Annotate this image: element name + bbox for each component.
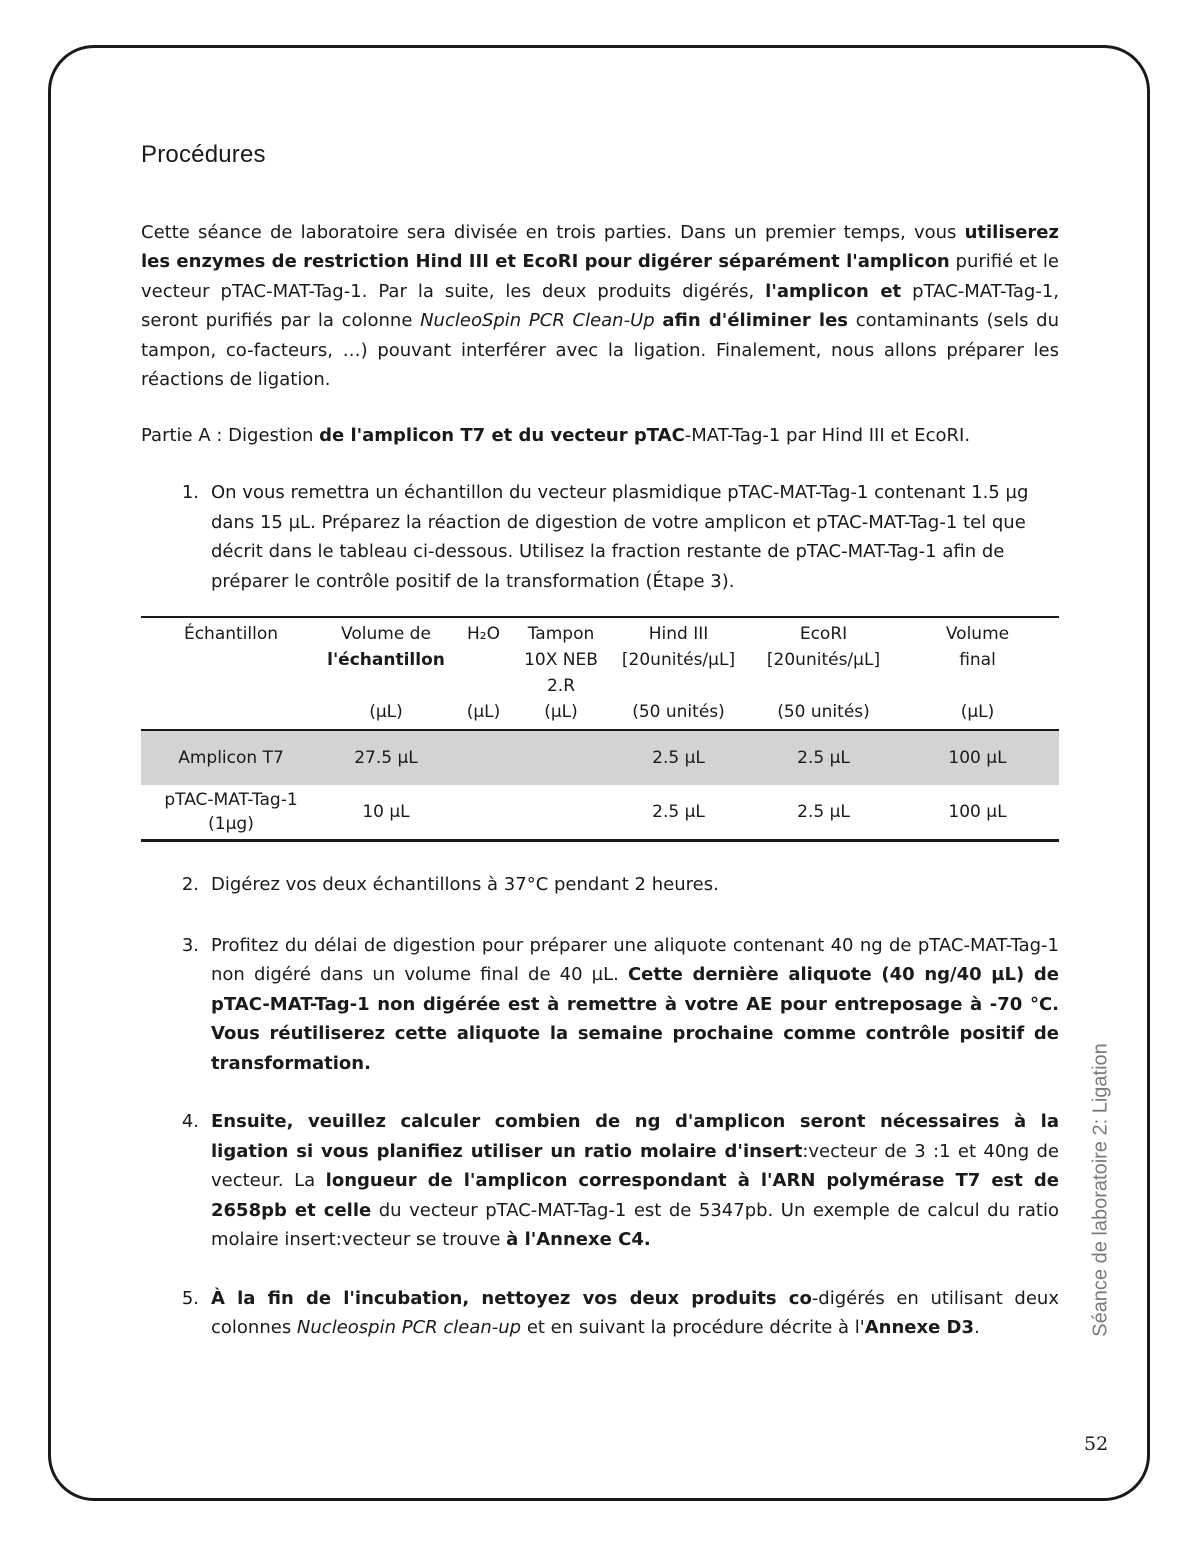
page-content <box>141 140 1059 1372</box>
intro-paragraph: Cette séance de laboratoire sera divisée en trois parties. Dans un premier temps, vous utiliserez les enzymes de restriction Hind III et EcoRI pour digérer séparément l'amplicon purifié et le vecteur pTAC-MAT-Tag-1. Par la suite, les deux produits digérés, l'amplicon et pTAC-MAT-Tag-1, seront purifiés par la colonne NucleoSpin PCR Clean-Up afin d'éliminer les contaminants (sels du tampon, co-facteurs, …) pouvant interférer avec la ligation. Finalement, nous allons préparer les réactions de ligation. <box>141 221 1060 390</box>
cell-hind: 2.5 µL <box>652 802 705 822</box>
col-header-ecori: EcoRI [20unités/µL] <box>766 624 881 670</box>
cell-hind: 2.5 µL <box>606 730 751 785</box>
table-row <box>141 730 1059 785</box>
step-number: 3. <box>181 934 199 956</box>
col-header-volume: Volume de l'échantillon <box>327 624 445 670</box>
unit-buffer: (µL) <box>544 702 578 722</box>
cell-sample: Amplicon T7 <box>141 730 321 785</box>
cell-ecori: 2.5 µL <box>797 802 850 822</box>
cell-buffer <box>516 730 606 785</box>
page-number: 52 <box>1084 1433 1109 1455</box>
cell-final: 100 µL <box>896 730 1059 785</box>
col-header-sample: Échantillon <box>183 624 279 644</box>
step-text: À la fin de l'incubation, nettoyez vos deux produits co-digérés en utilisant deux colonnes Nucleospin PCR clean-up et en suivant la procédure décrite à l'Annexe D3. <box>211 1287 1059 1338</box>
step-text: Ensuite, veuillez calculer combien de ng d'amplicon seront nécessaires à la ligation si vous planifiez utiliser un ratio molaire d'insert:vecteur de 3 :1 et 40ng de vecteur. La longueur de l'amplicon correspondant à l'ARN polymérase T7 est de 2658pb et celle du vecteur pTAC-MAT-Tag-1 est de 5347pb. Un exemple de calcul du ratio molaire insert:vecteur se trouve à l'Annexe C4. <box>211 1111 1060 1250</box>
step-number: 4. <box>181 1111 199 1132</box>
step-text: Digérez vos deux échantillons à 37°C pendant 2 heures. <box>211 874 719 895</box>
cell-sample: pTAC-MAT-Tag-1 (1µg) <box>164 790 298 834</box>
cell-buffer <box>516 785 606 841</box>
col-header-buffer: Tampon 10X NEB 2.R <box>524 624 598 696</box>
col-header-final: Volume final <box>945 624 1010 670</box>
unit-final: (µL) <box>960 702 995 722</box>
list-item <box>141 478 1059 596</box>
unit-sample <box>141 699 321 730</box>
step-number: 1. <box>181 482 199 503</box>
step-text: On vous remettra un échantillon du vecteur plasmidique pTAC-MAT-Tag-1 contenant 1.5 µg dans 15 µL. Préparez la réaction de digestion de votre amplicon et pTAC-MAT-Tag-1 tel que décrit dans le tableau ci-dessous. Utilisez la fraction restante de pTAC-MAT-Tag-1 afin de préparer le contrôle positif de la transformation (Étape 3). <box>211 482 1029 592</box>
unit-h2o: (µL) <box>466 702 501 722</box>
cell-volume: 27.5 µL <box>321 730 451 785</box>
table-row <box>141 785 1059 841</box>
list-item <box>141 870 1059 900</box>
side-section-label: Séance de laboratoire 2: Ligation <box>1089 1043 1112 1337</box>
cell-ecori: 2.5 µL <box>751 730 896 785</box>
unit-hind: (50 unités) <box>632 702 725 722</box>
part-a-heading: Partie A : Digestion de l'amplicon T7 et du vecteur pTAC-MAT-Tag-1 par Hind III et EcoRI. <box>141 424 971 446</box>
step-text: Profitez du délai de digestion pour préparer une aliquote contenant 40 ng de pTAC-MAT-Tag-1 non digéré dans un volume final de 40 µL. Cette dernière aliquote (40 ng/40 µL) de pTAC-MAT-Tag-1 non digérée est à remettre à votre AE pour entreposage à -70 °C. Vous réutiliserez cette aliquote la semaine prochaine comme contrôle positif de transformation. <box>211 934 1059 1074</box>
col-header-h2o: H₂O <box>467 624 500 644</box>
unit-volume: (µL) <box>369 702 403 722</box>
step-number: 5. <box>181 1287 199 1309</box>
step-number: 2. <box>181 874 199 895</box>
digestion-table <box>141 616 1059 842</box>
page-title: Procédures <box>141 141 266 168</box>
cell-volume: 10 µL <box>362 802 410 822</box>
list-item <box>141 1107 1059 1255</box>
cell-final: 100 µL <box>948 802 1007 822</box>
cell-h2o <box>451 785 516 841</box>
cell-h2o <box>451 730 516 785</box>
list-item <box>141 1284 1059 1343</box>
unit-ecori: (50 unités) <box>777 702 870 722</box>
list-item <box>141 931 1059 1079</box>
col-header-hind: Hind III [20unités/µL] <box>621 624 736 670</box>
